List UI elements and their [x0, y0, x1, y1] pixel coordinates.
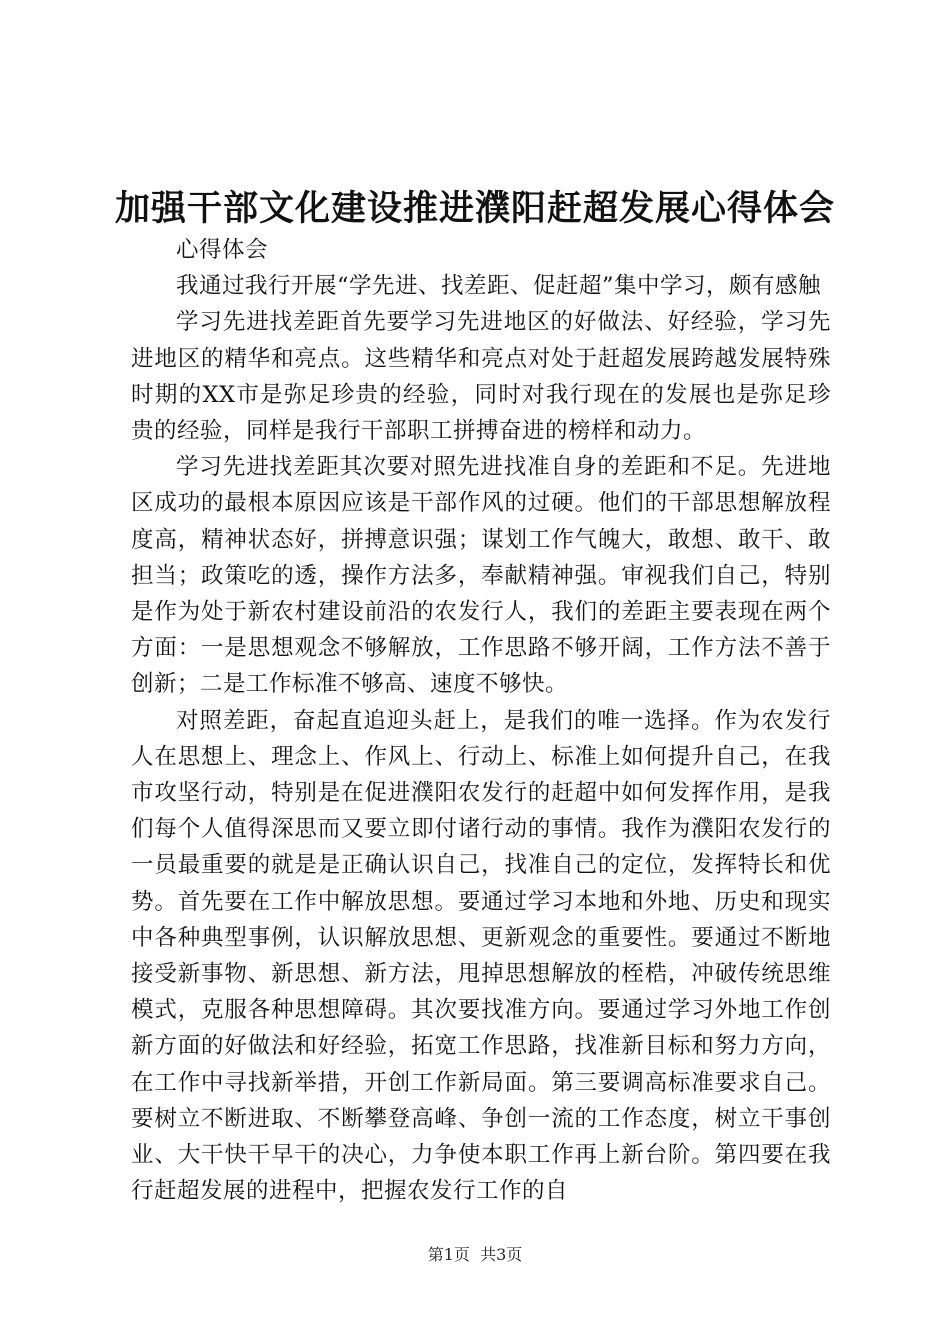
paragraph-find-gaps: 学习先进找差距其次要对照先进找准自身的差距和不足。先进地区成功的最根本原因应该是干部作风的过硬。他们的干部思想解放程度高，精神状态好，拼搏意识强；谋划工作气魄大，敢想、敢干、敢担当；政策吃的透，操作方法多，奉献精神强。审视我们自己，特别是作为处于新农村建设前沿的农发行人，我们的差距主要表现在两个方面：一是思想观念不够解放，工作思路不够开阔，工作方法不善于创新；二是工作标准不够高、速度不够快。 [131, 454, 831, 698]
document-title: 加强干部文化建设推进濮阳赶超发展心得体会 [114, 188, 835, 229]
paragraph-catch-up: 对照差距，奋起直追迎头赶上，是我们的唯一选择。作为农发行人在思想上、理念上、作风上、行动上、标准上如何提升自己，在我市攻坚行动，特别是在促进濮阳农发行的赶超中如何发挥作用，是我们每个人值得深思而又要立即付诸行动的事情。我作为濮阳农发行的一员最重要的就是是正确认识自己，找准自己的定位，发挥特长和优势。首先要在工作中解放思想。要通过学习本地和外地、历史和现实中各种典型事例，认识解放思想、更新观念的重要性。要通过不断地接受新事物、新思想、新方法，甩掉思想解放的桎梏，冲破传统思维模式，克服各种思想障碍。其次要找准方向。要通过学习外地工作创新方面的好做法和好经验，拓宽工作思路，找准新目标和努力方向，在工作中寻找新举措，开创工作新局面。第三要调高标准要求自己。要树立不断进取、不断攀登高峰、争创一流的工作态度，树立干事创业、大干快干早干的决心，力争使本职工作再上新台阶。第四要在我行赶超发展的进程中，把握农发行工作的自 [131, 707, 831, 1205]
page-footer [0, 1244, 950, 1266]
paragraph-heading: 心得体会 [176, 237, 269, 263]
page-number: 第1页 [427, 1245, 470, 1264]
paragraph-learn-advanced: 学习先进找差距首先要学习先进地区的好做法、好经验，学习先进地区的精华和亮点。这些精华和亮点对处于赶超发展跨越发展特殊时期的XX市是弥足珍贵的经验，同时对我行现在的发展也是弥足珍贵的经验，同样是我行干部职工拼搏奋进的榜样和动力。 [131, 309, 831, 445]
document-body [131, 232, 831, 1209]
page-total: 共3页 [480, 1245, 523, 1264]
paragraph-intro: 我通过我行开展“学先进、找差距、促赶超”集中学习，颇有感触 [176, 273, 822, 300]
